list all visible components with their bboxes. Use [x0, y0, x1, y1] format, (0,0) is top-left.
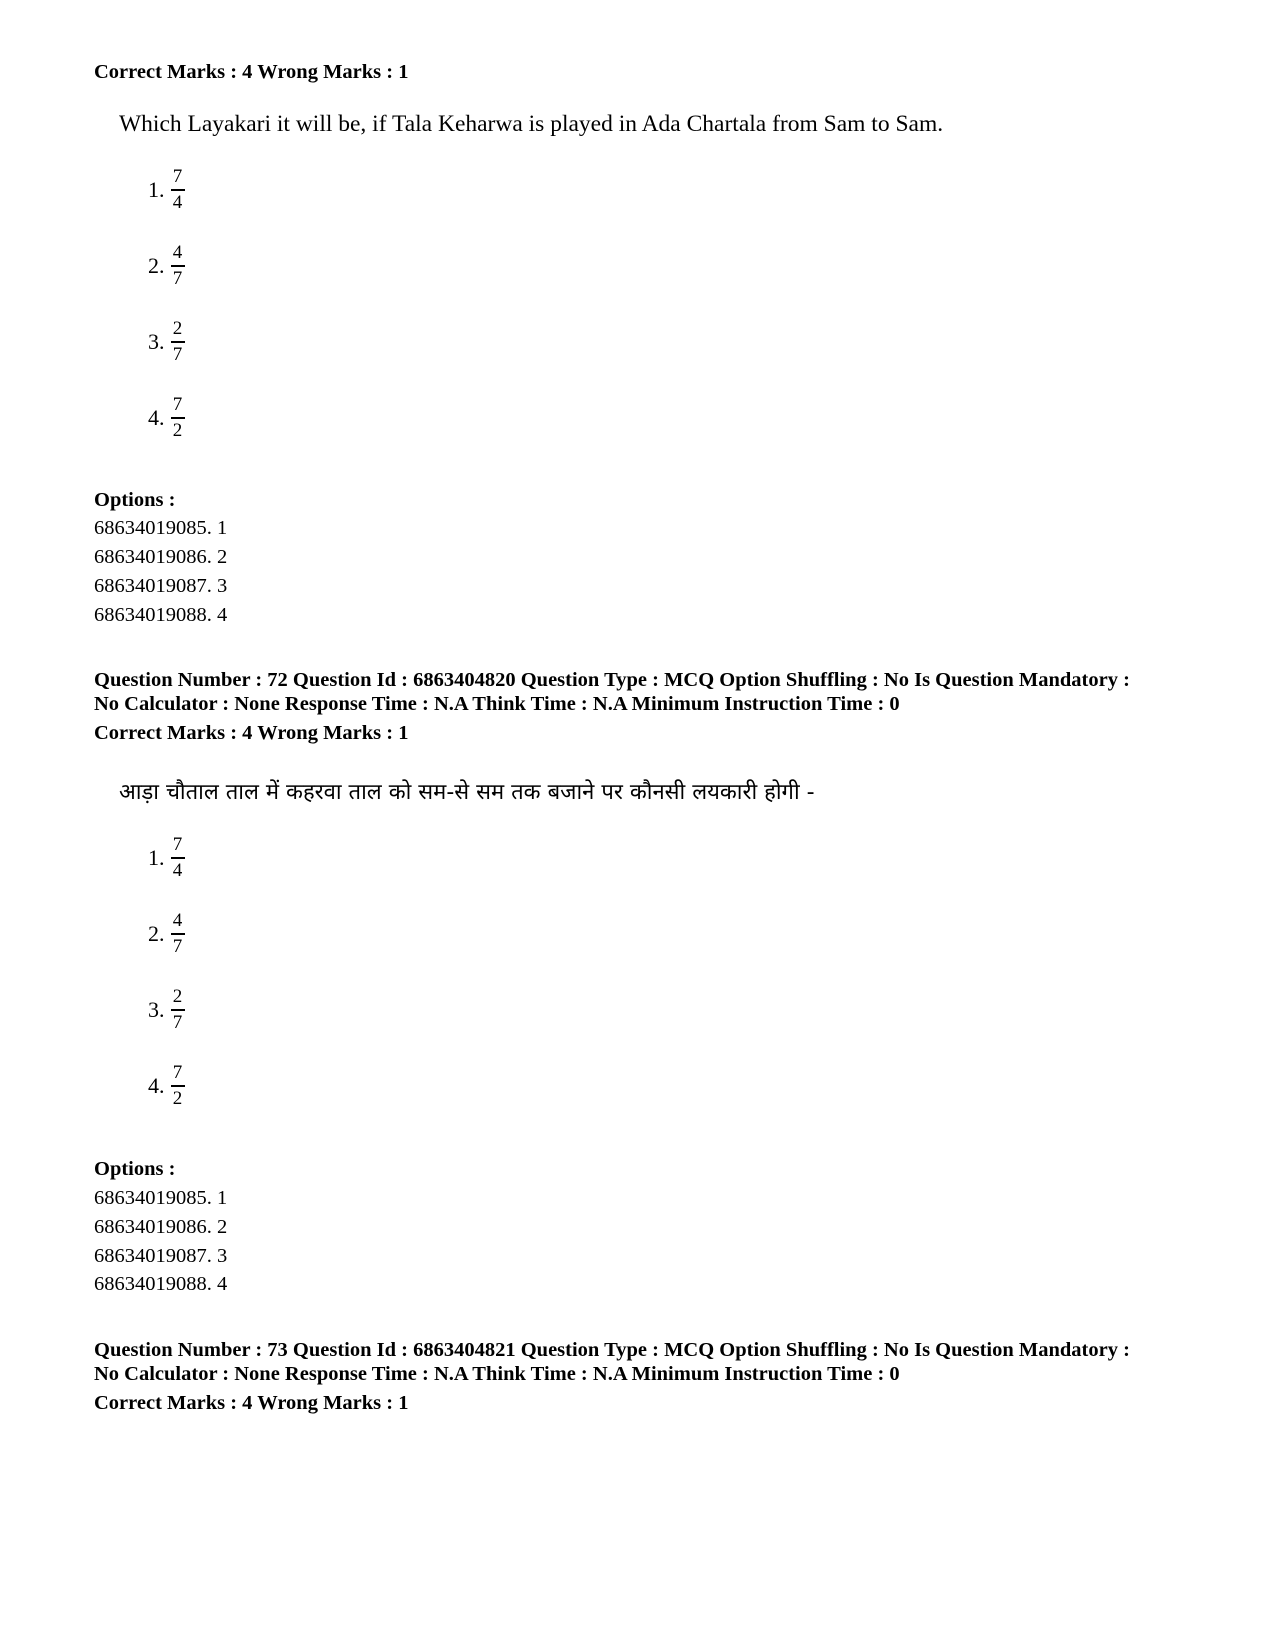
- fraction-bar: [171, 1009, 185, 1011]
- fraction: [171, 911, 185, 957]
- fraction-numerator: 2: [172, 986, 183, 1008]
- fraction-denominator: 7: [172, 343, 183, 365]
- fraction-numerator: 7: [172, 394, 183, 416]
- fraction-denominator: 7: [172, 267, 183, 289]
- fraction: [171, 395, 185, 441]
- choice-number: 2.: [148, 921, 165, 946]
- fraction-numerator: 7: [172, 166, 183, 188]
- choice-item: [148, 388, 185, 448]
- option-line: 68634019088. 4: [94, 604, 228, 626]
- choice-number: 3.: [148, 997, 165, 1022]
- fraction-denominator: 4: [172, 859, 183, 881]
- options-label: Options :: [94, 1158, 176, 1180]
- question-text: आड़ा चौताल ताल में कहरवा ताल को सम-से सम तक बजाने पर कौनसी लयकारी होगी -: [119, 780, 815, 805]
- fraction-numerator: 7: [172, 834, 183, 856]
- choice-item: [148, 236, 185, 296]
- fraction: [171, 1063, 185, 1109]
- options-label: Options :: [94, 489, 176, 511]
- fraction-bar: [171, 1085, 185, 1087]
- choice-number: 1.: [148, 177, 165, 202]
- option-line: 68634019086. 2: [94, 1216, 228, 1238]
- choice-item: [148, 904, 185, 964]
- question-header: No Calculator : None Response Time : N.A Think Time : N.A Minimum Instruction Time : 0: [94, 1363, 900, 1385]
- option-line: 68634019085. 1: [94, 1187, 228, 1209]
- fraction-denominator: 2: [172, 1087, 183, 1109]
- fraction-denominator: 7: [172, 1011, 183, 1033]
- fraction: [171, 243, 185, 289]
- fraction-bar: [171, 341, 185, 343]
- choice-number: 4.: [148, 1073, 165, 1098]
- option-line: 68634019087. 3: [94, 575, 228, 597]
- fraction-numerator: 7: [172, 1062, 183, 1084]
- fraction-denominator: 7: [172, 935, 183, 957]
- choice-number: 2.: [148, 253, 165, 278]
- choice-number: 3.: [148, 329, 165, 354]
- question-text: Which Layakari it will be, if Tala Keharwa is played in Ada Chartala from Sam to Sam.: [119, 111, 944, 137]
- question-header: Question Number : 73 Question Id : 6863404821 Question Type : MCQ Option Shuffling : No Is Question Mandatory :: [94, 1339, 1130, 1361]
- fraction: [171, 319, 185, 365]
- choice-number: 4.: [148, 405, 165, 430]
- choice-item: [148, 160, 185, 220]
- fraction-bar: [171, 933, 185, 935]
- fraction-numerator: 4: [172, 910, 183, 932]
- fraction-bar: [171, 857, 185, 859]
- fraction-numerator: 2: [172, 318, 183, 340]
- option-line: 68634019086. 2: [94, 546, 228, 568]
- choice-item: [148, 312, 185, 372]
- marks-line: Correct Marks : 4 Wrong Marks : 1: [94, 1392, 409, 1414]
- choice-item: [148, 1056, 185, 1116]
- option-line: 68634019085. 1: [94, 517, 228, 539]
- choice-item: [148, 980, 185, 1040]
- fraction-bar: [171, 417, 185, 419]
- fraction: [171, 835, 185, 881]
- fraction-denominator: 2: [172, 419, 183, 441]
- fraction-denominator: 4: [172, 191, 183, 213]
- choice-item: [148, 828, 185, 888]
- option-line: 68634019087. 3: [94, 1245, 228, 1267]
- fraction: [171, 167, 185, 213]
- fraction-numerator: 4: [172, 242, 183, 264]
- choice-number: 1.: [148, 845, 165, 870]
- question-header: Question Number : 72 Question Id : 6863404820 Question Type : MCQ Option Shuffling : No Is Question Mandatory :: [94, 669, 1130, 691]
- fraction-bar: [171, 189, 185, 191]
- option-line: 68634019088. 4: [94, 1273, 228, 1295]
- marks-line: Correct Marks : 4 Wrong Marks : 1: [94, 61, 409, 83]
- marks-line: Correct Marks : 4 Wrong Marks : 1: [94, 722, 409, 744]
- question-header: No Calculator : None Response Time : N.A Think Time : N.A Minimum Instruction Time : 0: [94, 693, 900, 715]
- fraction: [171, 987, 185, 1033]
- fraction-bar: [171, 265, 185, 267]
